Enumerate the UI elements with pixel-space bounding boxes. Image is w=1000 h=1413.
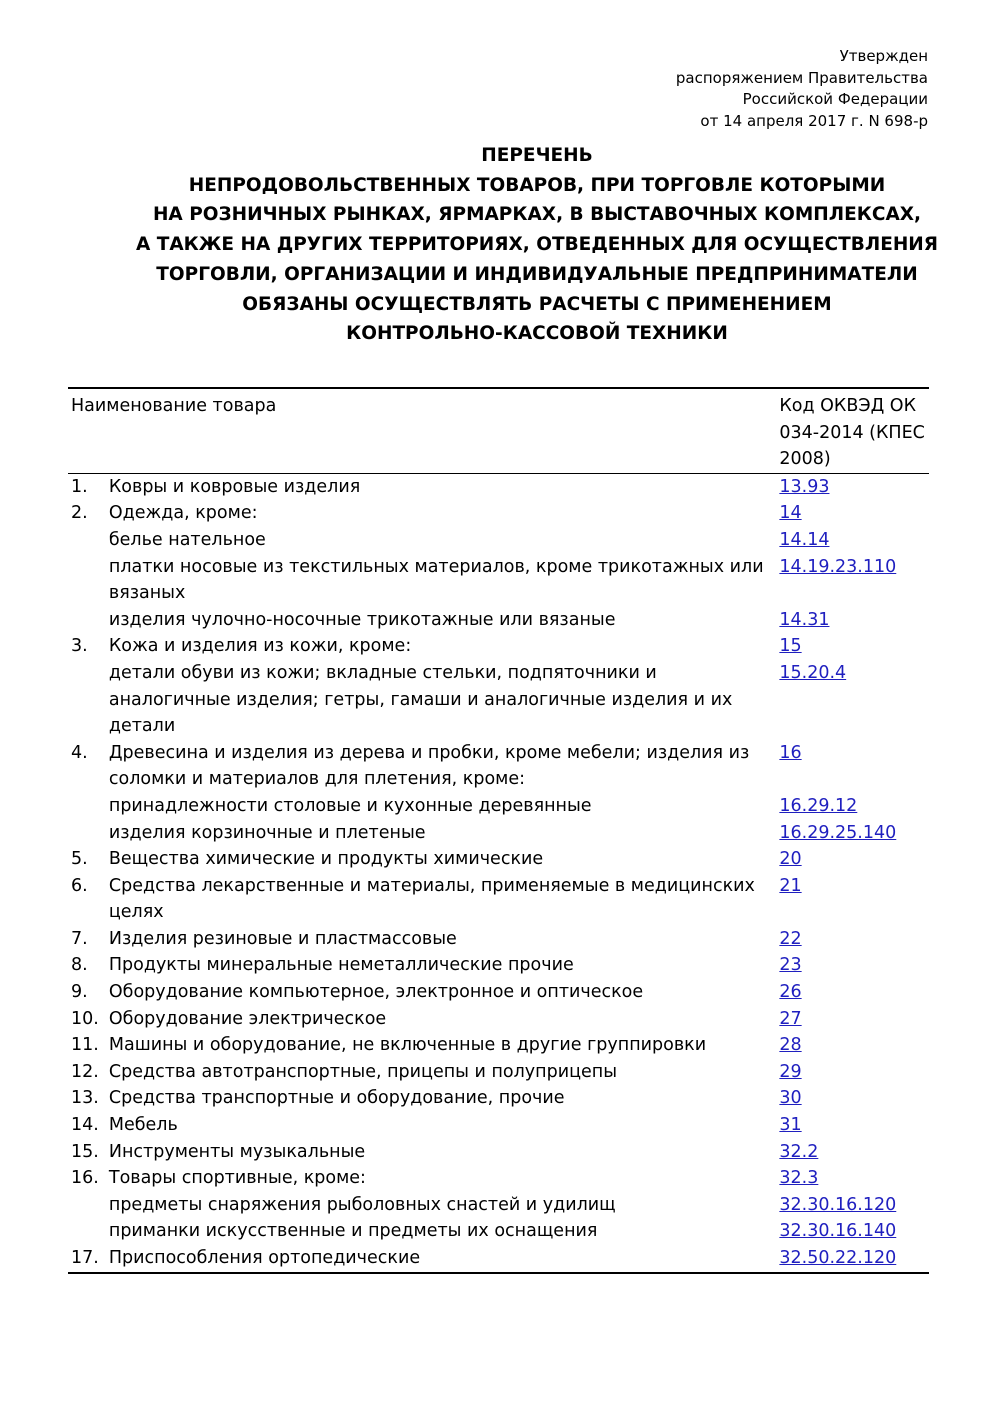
document-title — [72, 141, 1000, 349]
approval-line: от 14 апреля 2017 г. N 698-р — [700, 111, 928, 130]
table-row — [68, 926, 929, 953]
approval-line: Утвержден — [839, 47, 928, 65]
code-cell — [779, 873, 929, 926]
code-cell — [779, 846, 929, 873]
row-number — [68, 1218, 109, 1245]
table-header-row — [68, 388, 929, 473]
okved-code-link[interactable]: 23 — [779, 955, 802, 976]
table-row — [68, 846, 929, 873]
code-cell — [779, 1218, 929, 1245]
okved-code-link[interactable]: 16.29.12 — [779, 795, 858, 816]
row-number: 4. — [71, 742, 88, 763]
okved-code-link[interactable]: 15.20.4 — [779, 662, 847, 683]
table-row — [68, 473, 929, 500]
row-number — [68, 527, 109, 554]
goods-name: Древесина и изделия из дерева и пробки, кроме мебели; изделия из соломки и материалов для плетения, кроме: — [108, 742, 750, 790]
table-row — [68, 952, 929, 979]
okved-code-link[interactable]: 14.14 — [779, 529, 830, 550]
title-line: ПЕРЕЧЕНЬ — [481, 145, 593, 166]
code-cell — [779, 1192, 929, 1219]
goods-name: Мебель — [108, 1115, 178, 1136]
code-cell — [779, 1112, 929, 1139]
okved-code-link[interactable]: 21 — [779, 875, 802, 896]
row-number: 10. — [71, 1008, 99, 1029]
row-number: 2. — [71, 503, 88, 524]
goods-name: платки носовые из текстильных материалов, кроме трикотажных или вязаных — [108, 556, 764, 604]
code-cell — [779, 500, 929, 527]
code-cell — [779, 926, 929, 953]
table-row — [68, 1112, 929, 1139]
code-cell — [779, 1032, 929, 1059]
goods-name: Оборудование компьютерное, электронное и оптическое — [108, 982, 644, 1003]
row-number: 8. — [71, 955, 88, 976]
goods-name: изделия корзиночные и плетеные — [108, 822, 426, 843]
row-number: 11. — [71, 1035, 99, 1056]
title-line: ТОРГОВЛИ, ОРГАНИЗАЦИИ И ИНДИВИДУАЛЬНЫЕ ПРЕДПРИНИМАТЕЛИ — [156, 263, 918, 285]
table-row — [68, 1165, 929, 1192]
okved-code-link[interactable]: 15 — [779, 636, 802, 657]
goods-name: Ковры и ковровые изделия — [108, 476, 361, 497]
goods-name: Средства автотранспортные, прицепы и полуприцепы — [108, 1061, 618, 1082]
okved-code-link[interactable]: 14.19.23.110 — [779, 556, 897, 577]
okved-code-link[interactable]: 22 — [779, 928, 802, 949]
table-row — [68, 1059, 929, 1086]
code-cell — [779, 740, 929, 793]
okved-code-link[interactable]: 20 — [779, 849, 802, 870]
table-row — [68, 1218, 929, 1245]
header-code: Код ОКВЭД ОК 034-2014 (КПЕС 2008) — [779, 388, 929, 473]
code-cell — [779, 952, 929, 979]
code-cell — [779, 1245, 929, 1273]
row-number — [68, 607, 109, 634]
table-row — [68, 554, 929, 607]
row-number — [68, 793, 109, 820]
goods-name: Машины и оборудование, не включенные в другие группировки — [108, 1035, 707, 1056]
goods-name: Одежда, кроме: — [108, 503, 258, 524]
row-number: 3. — [71, 636, 88, 657]
table-row — [68, 660, 929, 740]
code-cell — [779, 633, 929, 660]
code-cell — [779, 473, 929, 500]
okved-code-link[interactable]: 28 — [779, 1035, 802, 1056]
goods-name: принадлежности столовые и кухонные деревянные — [108, 795, 592, 816]
okved-code-link[interactable]: 14 — [779, 503, 802, 524]
goods-table — [68, 387, 929, 1274]
okved-code-link[interactable]: 30 — [779, 1088, 802, 1109]
header-name: Наименование товара — [68, 388, 779, 473]
okved-code-link[interactable]: 27 — [779, 1008, 802, 1029]
okved-code-link[interactable]: 32.3 — [779, 1168, 819, 1189]
row-number: 9. — [71, 982, 88, 1003]
okved-code-link[interactable]: 16 — [779, 742, 802, 763]
title-line: НЕПРОДОВОЛЬСТВЕННЫХ ТОВАРОВ, ПРИ ТОРГОВЛЕ КОТОРЫМИ — [188, 174, 886, 196]
table-row — [68, 820, 929, 847]
okved-code-link[interactable]: 29 — [779, 1061, 802, 1082]
goods-name: Товары спортивные, кроме: — [108, 1168, 366, 1189]
goods-name: изделия чулочно-носочные трикотажные или вязаные — [108, 609, 616, 630]
table-row — [68, 527, 929, 554]
table-row — [68, 740, 929, 793]
title-line: А ТАКЖЕ НА ДРУГИХ ТЕРРИТОРИЯХ, ОТВЕДЕННЫХ ДЛЯ ОСУЩЕСТВЛЕНИЯ — [135, 234, 939, 256]
code-cell — [779, 1165, 929, 1192]
approval-line: распоряжением Правительства — [675, 68, 928, 87]
code-cell — [779, 1085, 929, 1112]
code-cell — [779, 660, 929, 740]
row-number: 7. — [71, 928, 88, 949]
goods-name: приманки искусственные и предметы их оснащения — [108, 1221, 598, 1242]
table-row — [68, 1139, 929, 1166]
row-number: 14. — [71, 1115, 99, 1136]
title-line: НА РОЗНИЧНЫХ РЫНКАХ, ЯРМАРКАХ, В ВЫСТАВОЧНЫХ КОМПЛЕКСАХ, — [152, 204, 922, 226]
row-number: 6. — [71, 875, 88, 896]
goods-name: Оборудование электрическое — [108, 1008, 387, 1029]
goods-name: предметы снаряжения рыболовных снастей и удилищ — [108, 1194, 616, 1215]
goods-name: Кожа и изделия из кожи, кроме: — [108, 636, 412, 657]
code-cell — [779, 1059, 929, 1086]
row-number: 15. — [71, 1141, 99, 1162]
goods-name: Средства транспортные и оборудование, прочие — [108, 1088, 565, 1109]
goods-name: Вещества химические и продукты химические — [108, 849, 544, 870]
title-line: КОНТРОЛЬНО-КАССОВОЙ ТЕХНИКИ — [346, 323, 728, 345]
goods-name: детали обуви из кожи; вкладные стельки, подпяточники и аналогичные изделия; гетры, гамаши и аналогичные изделия и их детали — [108, 662, 733, 737]
okved-code-link[interactable]: 13.93 — [779, 476, 830, 497]
okved-code-link[interactable]: 26 — [779, 982, 802, 1003]
goods-name: белье нательное — [108, 529, 266, 550]
approval-stamp — [676, 46, 928, 132]
row-number — [68, 820, 109, 847]
table-row — [68, 979, 929, 1006]
table-row — [68, 607, 929, 634]
table-row — [68, 793, 929, 820]
okved-code-link[interactable]: 16.29.25.140 — [779, 822, 897, 843]
approval-line: Российской Федерации — [742, 90, 928, 108]
code-cell — [779, 979, 929, 1006]
okved-code-link[interactable]: 14.31 — [779, 609, 830, 630]
table-row — [68, 1085, 929, 1112]
okved-code-link[interactable]: 32.30.16.140 — [779, 1221, 897, 1242]
table-row — [68, 873, 929, 926]
row-number: 1. — [71, 476, 88, 497]
code-cell — [779, 607, 929, 634]
table-row — [68, 1192, 929, 1219]
table-row — [68, 633, 929, 660]
table-row — [68, 1006, 929, 1033]
code-cell — [779, 527, 929, 554]
table-row — [68, 1032, 929, 1059]
row-number — [68, 1192, 109, 1219]
goods-name: Инструменты музыкальные — [108, 1141, 366, 1162]
code-cell — [779, 1139, 929, 1166]
row-number: 5. — [71, 849, 88, 870]
row-number — [68, 660, 109, 740]
code-cell — [779, 793, 929, 820]
table-row — [68, 1245, 929, 1273]
row-number: 13. — [71, 1088, 99, 1109]
row-number — [68, 554, 109, 607]
code-cell — [779, 554, 929, 607]
row-number: 17. — [68, 1245, 109, 1273]
title-line: ОБЯЗАНЫ ОСУЩЕСТВЛЯТЬ РАСЧЕТЫ С ПРИМЕНЕНИЕМ — [242, 293, 832, 315]
goods-name: Продукты минеральные неметаллические прочие — [108, 955, 574, 976]
goods-name: Средства лекарственные и материалы, применяемые в медицинских целях — [108, 875, 755, 923]
row-number: 12. — [71, 1061, 99, 1082]
okved-code-link[interactable]: 32.30.16.120 — [779, 1194, 897, 1215]
row-number: 16. — [71, 1168, 99, 1189]
code-cell — [779, 1006, 929, 1033]
goods-name: Приспособления ортопедические — [109, 1245, 779, 1273]
okved-code-link[interactable]: 31 — [779, 1115, 802, 1136]
goods-name: Изделия резиновые и пластмассовые — [108, 928, 457, 949]
okved-code-link[interactable]: 32.50.22.120 — [779, 1248, 897, 1268]
code-cell — [779, 820, 929, 847]
table-row — [68, 500, 929, 527]
okved-code-link[interactable]: 32.2 — [779, 1141, 819, 1162]
